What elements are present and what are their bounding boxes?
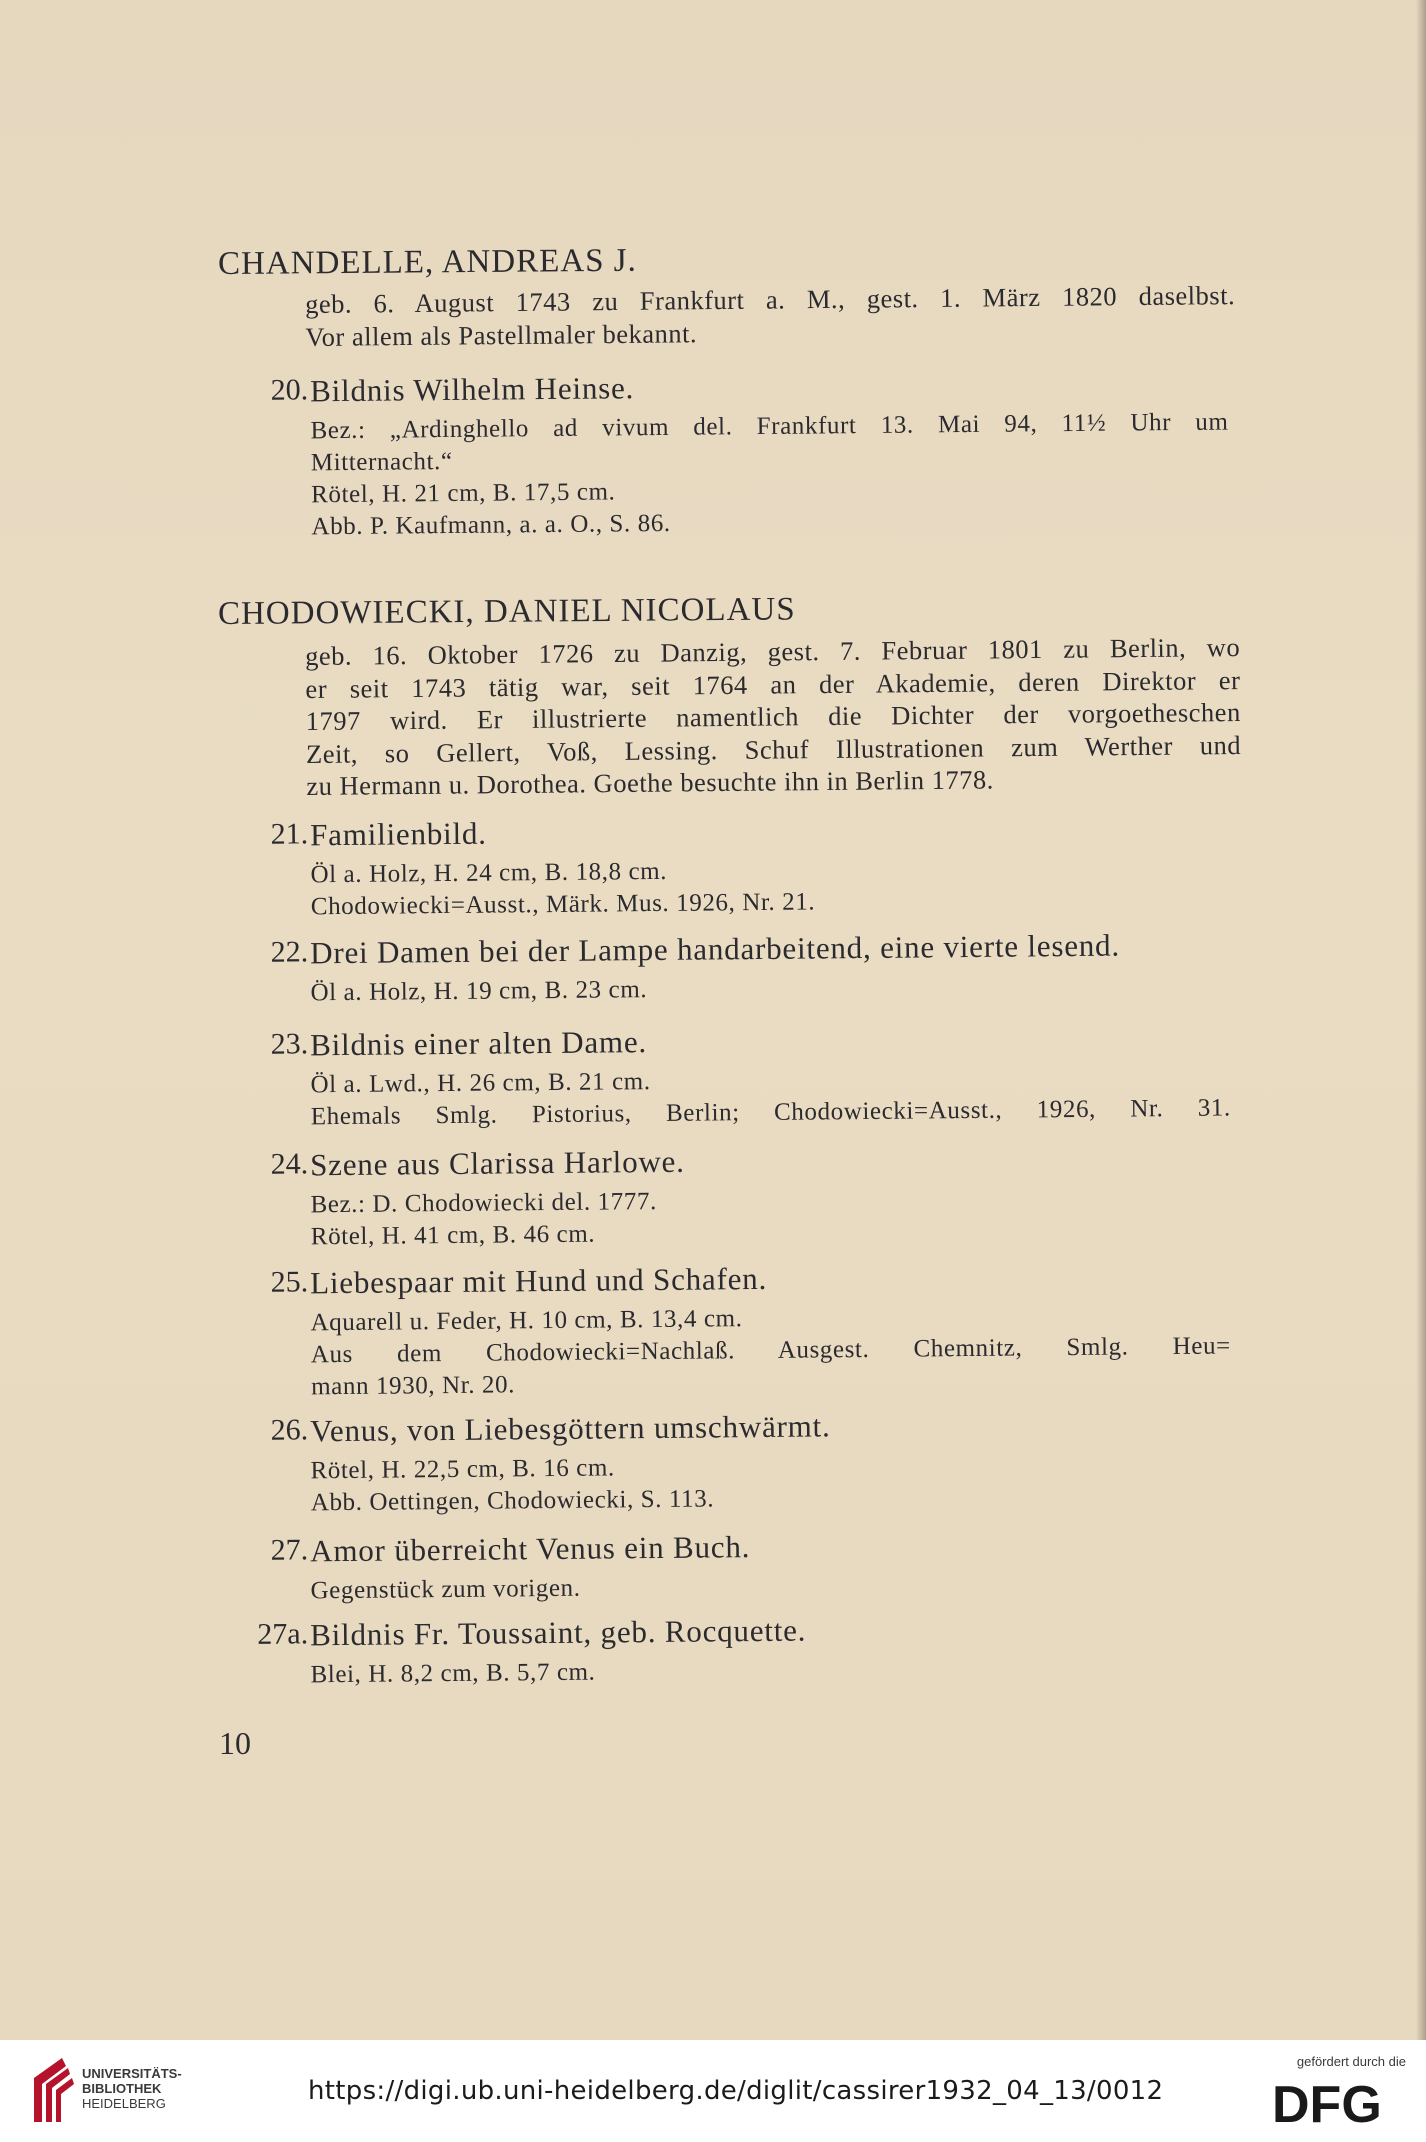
entry-number: 22. (270, 935, 309, 969)
entry-title: Szene aus Clarissa Harlowe. (309, 1143, 685, 1183)
entry-number: 21. (270, 817, 309, 851)
viewer-footer (0, 2040, 1426, 2142)
entry-detail: Öl a. Holz, H. 24 cm, B. 18,8 cm. (310, 857, 668, 889)
bio-line: zu Hermann u. Dorothea. Goethe besuchte ihn in Berlin 1778. (306, 764, 994, 802)
artist-heading: CHANDELLE, ANDREAS J. (217, 242, 637, 282)
entry-number: 27. (270, 1533, 309, 1567)
entry-number: 24. (270, 1147, 309, 1181)
bio-line: geb. 6. August 1743 zu Frankfurt a. M., gest. 1. März 1820 daselbst. (305, 280, 1236, 319)
entry-number: 25. (270, 1265, 309, 1299)
entry-detail: Aus dem Chodowiecki=Nachlaß. Ausgest. Chemnitz, Smlg. Heu= (310, 1332, 1231, 1369)
bio-line: Zeit, so Gellert, Voß, Lessing. Schuf Illustrationen zum Werther und (305, 729, 1242, 769)
bio-line: 1797 wird. Er illustrierte namentlich die Dichter der vorgoetheschen (305, 697, 1241, 737)
artist-bio (305, 279, 1236, 353)
entry-detail: mann 1930, Nr. 20. (311, 1371, 516, 1401)
entry-detail: Ehemals Smlg. Pistorius, Berlin; Chodowiecki=Ausst., 1926, Nr. 31. (310, 1094, 1231, 1131)
catalog-entry (240, 1138, 1260, 1251)
catalog-entry (240, 808, 1260, 921)
entry-detail: Blei, H. 8,2 cm, B. 5,7 cm. (310, 1658, 596, 1689)
entry-number: 20. (270, 373, 309, 407)
university-library-logo-icon (28, 2054, 74, 2126)
entry-number: 27a. (257, 1617, 309, 1651)
bio-line: geb. 16. Oktober 1726 zu Danzig, gest. 7. Februar 1801 zu Berlin, wo (305, 632, 1241, 671)
catalog-entry (240, 926, 1260, 1007)
bio-line: Vor allem als Pastellmaler bekannt. (305, 317, 698, 352)
entry-detail: Abb. P. Kaufmann, a. a. O., S. 86. (311, 509, 671, 541)
entry-title: Bildnis Wilhelm Heinse. (309, 370, 635, 409)
entry-detail: Mitternacht.“ (310, 447, 453, 477)
entry-title: Amor überreicht Venus ein Buch. (309, 1529, 751, 1569)
entry-detail: Rötel, H. 41 cm, B. 46 cm. (310, 1220, 596, 1251)
entry-detail: Bez.: D. Chodowiecki del. 1777. (310, 1188, 657, 1219)
permalink-url[interactable]: https://digi.ub.uni-heidelberg.de/diglit/cassirer1932_04_13/0012 (308, 2076, 1164, 2106)
catalog-entry (240, 1608, 1260, 1689)
entry-detail: Abb. Oettingen, Chodowiecki, S. 113. (310, 1485, 715, 1517)
catalog-entry (240, 1404, 1260, 1517)
entry-detail: Rötel, H. 21 cm, B. 17,5 cm. (311, 478, 616, 509)
entry-detail: Gegenstück zum vorigen. (310, 1574, 581, 1605)
catalog-entry (240, 364, 1260, 541)
entry-title: Liebespaar mit Hund und Schafen. (309, 1260, 768, 1301)
catalog-entry (240, 1256, 1260, 1401)
library-name-line: UNIVERSITÄTS- (82, 2066, 182, 2081)
catalog-entry (240, 1524, 1260, 1605)
entry-title: Drei Damen bei der Lampe handarbeitend, eine vierte lesend. (309, 927, 1121, 971)
entry-detail: Bez.: „Ardinghello ad vivum del. Frankfurt 13. Mai 94, 11½ Uhr um (310, 408, 1229, 445)
dfg-logo-icon (1272, 2078, 1406, 2126)
entry-detail: Öl a. Lwd., H. 26 cm, B. 21 cm. (310, 1068, 651, 1099)
artist-bio (305, 631, 1242, 803)
entry-detail: Rötel, H. 22,5 cm, B. 16 cm. (310, 1454, 615, 1485)
library-name-line: HEIDELBERG (82, 2096, 166, 2111)
page-number: 10 (219, 1725, 251, 1761)
entry-title: Familienbild. (309, 815, 487, 853)
entry-detail: Öl a. Holz, H. 19 cm, B. 23 cm. (310, 976, 648, 1007)
library-name-line: BIBLIOTHEK (82, 2081, 162, 2096)
artist-heading: CHODOWIECKI, DANIEL NICOLAUS (217, 591, 796, 632)
bio-line: er seit 1743 tätig war, seit 1764 an der Akademie, deren Direktor er (305, 664, 1241, 704)
library-name (82, 2066, 182, 2111)
entry-number: 26. (270, 1413, 309, 1447)
funded-by-label: gefördert durch die (1296, 2054, 1406, 2069)
entry-number: 23. (270, 1027, 309, 1061)
entry-title: Venus, von Liebesgöttern umschwärmt. (309, 1408, 831, 1449)
dfg-logo-text: DFG (1272, 2078, 1382, 2126)
entry-detail: Aquarell u. Feder, H. 10 cm, B. 13,4 cm. (310, 1305, 743, 1337)
entry-title: Bildnis einer alten Dame. (309, 1024, 648, 1063)
entry-detail: Chodowiecki=Ausst., Märk. Mus. 1926, Nr. 21. (310, 888, 816, 921)
catalog-entry (240, 1018, 1260, 1131)
entry-title: Bildnis Fr. Toussaint, geb. Rocquette. (309, 1612, 807, 1653)
